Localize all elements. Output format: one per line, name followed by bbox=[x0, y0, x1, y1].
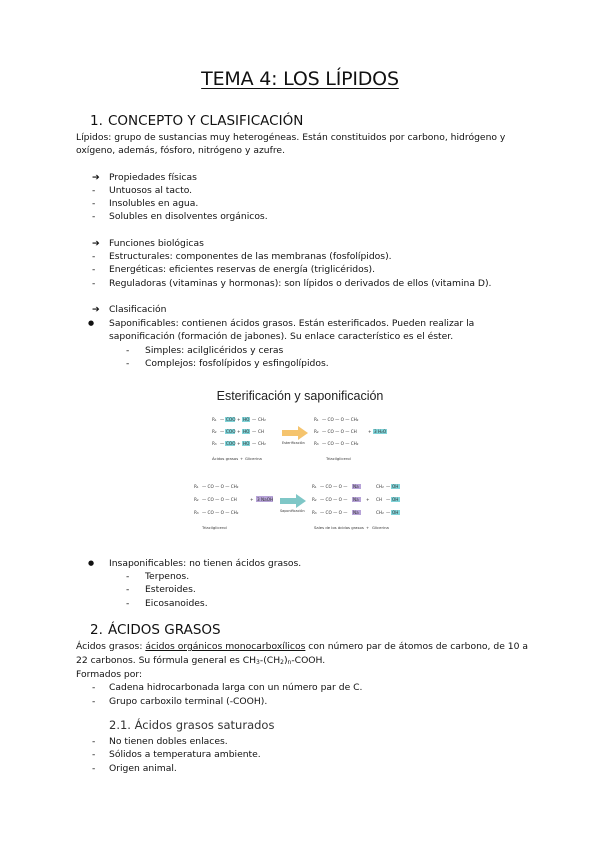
svg-text:—: — bbox=[220, 417, 225, 422]
svg-text:R₂: R₂ bbox=[194, 497, 199, 502]
subsection21-heading: 2.1. Ácidos grasos saturados bbox=[109, 718, 275, 732]
svg-text:Triacilglicerol: Triacilglicerol bbox=[202, 525, 227, 530]
svg-text:— CO — O — CH₂: — CO — O — CH₂ bbox=[202, 510, 239, 515]
svg-text:R₃: R₃ bbox=[312, 510, 317, 515]
svg-text:—: — bbox=[252, 441, 257, 446]
svg-text:R₁: R₁ bbox=[212, 417, 217, 422]
svg-text:+: + bbox=[366, 525, 370, 530]
dash-marker: - bbox=[92, 736, 96, 747]
arrow-icon: ➔ bbox=[92, 238, 100, 249]
esterification-arrow bbox=[282, 426, 308, 440]
svg-text:— CO — O — CH₂: — CO — O — CH₂ bbox=[322, 417, 359, 422]
subsection21-item: Sólidos a temperatura ambiente. bbox=[109, 749, 261, 760]
glycerine-label: Glicerina bbox=[372, 525, 389, 530]
svg-text:HO: HO bbox=[243, 417, 250, 422]
dash-marker: - bbox=[92, 251, 96, 262]
svg-text:—: — bbox=[252, 417, 257, 422]
svg-text:— CO — O — CH₂: — CO — O — CH₂ bbox=[202, 484, 239, 489]
dash-marker: - bbox=[126, 358, 130, 369]
section2-number: 2. bbox=[90, 622, 103, 638]
svg-text:R₃: R₃ bbox=[194, 510, 199, 515]
bullet-icon: ● bbox=[88, 319, 95, 327]
svg-text:— CO — O —: — CO — O — bbox=[320, 510, 348, 515]
svg-text:HO: HO bbox=[243, 429, 250, 434]
subsection21-item: No tienen dobles enlaces. bbox=[109, 736, 228, 747]
svg-text:—: — bbox=[220, 441, 225, 446]
svg-text:— CO — O —: — CO — O — bbox=[320, 484, 348, 489]
saponification-products bbox=[312, 484, 400, 530]
svg-text:+: + bbox=[237, 441, 241, 446]
section1-intro-line1: Lípidos: grupo de sustancias muy heterogéneas. Están constituidos por carbono, hidrógeno y bbox=[76, 132, 506, 143]
svg-text:Na: Na bbox=[353, 510, 359, 515]
svg-text:+: + bbox=[240, 456, 244, 461]
saponification-arrow bbox=[280, 494, 306, 508]
fatty-acids-label: Ácidos grasos bbox=[212, 456, 239, 461]
svg-text:+: + bbox=[250, 497, 254, 502]
svg-text:+: + bbox=[237, 417, 241, 422]
arrow-icon: ➔ bbox=[92, 304, 100, 315]
section1-heading: CONCEPTO Y CLASIFICACIÓN bbox=[108, 113, 304, 129]
svg-text:Esterificación: Esterificación bbox=[282, 441, 305, 445]
formed-by-label: Formados por: bbox=[76, 669, 143, 680]
svg-text:— CO — O — CH₂: — CO — O — CH₂ bbox=[322, 441, 359, 446]
definition-rest: con número par de átomos de carbono, de 10 a bbox=[305, 641, 529, 652]
svg-text:R₁: R₁ bbox=[194, 484, 199, 489]
section2-item: Grupo carboxilo terminal (-COOH). bbox=[109, 696, 268, 707]
saponifiable-subitem: Complejos: fosfolípidos y esfingolípidos. bbox=[145, 358, 329, 369]
arrow-icon: ➔ bbox=[92, 172, 100, 183]
dash-marker: - bbox=[92, 185, 96, 196]
svg-text:COO: COO bbox=[226, 441, 236, 446]
svg-text:—: — bbox=[220, 429, 225, 434]
svg-text:R₂: R₂ bbox=[212, 429, 217, 434]
bullet-icon: ● bbox=[88, 559, 95, 567]
svg-text:Na: Na bbox=[353, 484, 359, 489]
dash-marker: - bbox=[92, 198, 96, 209]
section2-heading: ÁCIDOS GRASOS bbox=[108, 622, 221, 638]
svg-text:R₁: R₁ bbox=[314, 417, 319, 422]
svg-text:R₃: R₃ bbox=[212, 441, 217, 446]
functions-item: Estructurales: componentes de las membranas (fosfolípidos). bbox=[109, 251, 392, 262]
esterification-diagram bbox=[190, 408, 420, 568]
svg-text:R₂: R₂ bbox=[312, 497, 317, 502]
insaponifiable-subitem: Eicosanoides. bbox=[145, 598, 208, 609]
svg-text:R₁: R₁ bbox=[312, 484, 317, 489]
svg-text:CH: CH bbox=[258, 429, 265, 434]
page-title: TEMA 4: LOS LÍPIDOS bbox=[201, 68, 399, 90]
physical-item: Solubles en disolventes orgánicos. bbox=[109, 211, 268, 222]
saponification-reactants bbox=[194, 484, 273, 530]
svg-text:CH₂: CH₂ bbox=[258, 417, 266, 422]
fatty-acids-group bbox=[212, 417, 266, 461]
classification-heading: Clasificación bbox=[109, 304, 167, 315]
svg-text:+: + bbox=[237, 429, 241, 434]
saponifiable-line2: saponificación (formación de jabones). Su enlace característico es el éster. bbox=[109, 331, 454, 342]
svg-text:R₂: R₂ bbox=[314, 429, 319, 434]
svg-text:CH₂: CH₂ bbox=[258, 441, 266, 446]
insaponifiable-subitem: Terpenos. bbox=[145, 571, 190, 582]
svg-text:R₃: R₃ bbox=[314, 441, 319, 446]
physical-item: Insolubles en agua. bbox=[109, 198, 199, 209]
svg-text:—: — bbox=[386, 497, 391, 502]
dash-marker: - bbox=[92, 264, 96, 275]
dash-marker: - bbox=[126, 571, 130, 582]
svg-text:— CO — O —: — CO — O — bbox=[320, 497, 348, 502]
svg-text:—: — bbox=[252, 429, 257, 434]
dash-marker: - bbox=[92, 749, 96, 760]
physical-item: Untuosos al tacto. bbox=[109, 185, 193, 196]
insaponifiable-subitem: Esteroides. bbox=[145, 584, 196, 595]
svg-text:CH₂: CH₂ bbox=[376, 510, 384, 515]
subsection21-item: Origen animal. bbox=[109, 763, 177, 774]
svg-text:+: + bbox=[366, 497, 370, 502]
functions-heading: Funciones biológicas bbox=[109, 238, 204, 249]
svg-text:COO: COO bbox=[226, 429, 236, 434]
insaponifiable-text: Insaponificables: no tienen ácidos grasos. bbox=[109, 558, 302, 569]
salts-label: Sales de los ácidos grasos bbox=[314, 525, 364, 530]
svg-text:3 NaOH: 3 NaOH bbox=[257, 497, 274, 502]
functions-item: Energéticas: eficientes reservas de energía (triglicéridos). bbox=[109, 264, 376, 275]
triglyceride-label: Triacilglicerol bbox=[326, 456, 351, 461]
section2-item: Cadena hidrocarbonada larga con un número par de C. bbox=[109, 682, 363, 693]
svg-text:HO: HO bbox=[243, 441, 250, 446]
dash-marker: - bbox=[92, 763, 96, 774]
physical-heading: Propiedades físicas bbox=[109, 172, 197, 183]
section1-number: 1. bbox=[90, 113, 103, 129]
dash-marker: - bbox=[92, 211, 96, 222]
saponifiable-subitem: Simples: acilglicéridos y ceras bbox=[145, 345, 284, 356]
svg-text:3 H₂O: 3 H₂O bbox=[374, 429, 387, 434]
figure-title: Esterificación y saponificación bbox=[216, 389, 384, 403]
dash-marker: - bbox=[126, 584, 130, 595]
svg-text:—: — bbox=[386, 484, 391, 489]
svg-text:Na: Na bbox=[353, 497, 359, 502]
definition-underlined: ácidos orgánicos monocarboxílicos bbox=[145, 641, 306, 652]
dash-marker: - bbox=[126, 345, 130, 356]
svg-text:—: — bbox=[386, 510, 391, 515]
section1-intro-line2: oxígeno, además, fósforo, nitrógeno y azufre. bbox=[76, 145, 285, 156]
section2-definition bbox=[76, 640, 528, 653]
svg-text:CH₂: CH₂ bbox=[376, 484, 384, 489]
glycerin-label: Glicerina bbox=[245, 456, 262, 461]
functions-item: Reguladoras (vitaminas y hormonas): son lípidos o derivados de ellos (vitamina D). bbox=[109, 278, 492, 289]
svg-text:+: + bbox=[368, 429, 372, 434]
svg-text:CH: CH bbox=[376, 497, 383, 502]
svg-text:— CO — O — CH: — CO — O — CH bbox=[202, 497, 237, 502]
svg-text:Saponificación: Saponificación bbox=[280, 509, 305, 513]
svg-text:OH: OH bbox=[392, 484, 399, 489]
svg-text:— CO — O — CH: — CO — O — CH bbox=[322, 429, 357, 434]
dash-marker: - bbox=[126, 598, 130, 609]
svg-text:OH: OH bbox=[392, 497, 399, 502]
svg-text:COO: COO bbox=[226, 417, 236, 422]
dash-marker: - bbox=[92, 278, 96, 289]
triglyceride-group bbox=[314, 417, 387, 461]
saponifiable-line1: Saponificables: contienen ácidos grasos. Están esterificados. Pueden realizar la bbox=[109, 318, 475, 329]
svg-text:OH: OH bbox=[392, 510, 399, 515]
dash-marker: - bbox=[92, 682, 96, 693]
section2-formula-line: 22 carbonos. Su fórmula general es $CH_3-(CH_2)_n$-COOH. bbox=[76, 655, 326, 666]
definition-prefix: Ácidos grasos: bbox=[76, 641, 146, 652]
dash-marker: - bbox=[92, 696, 96, 707]
